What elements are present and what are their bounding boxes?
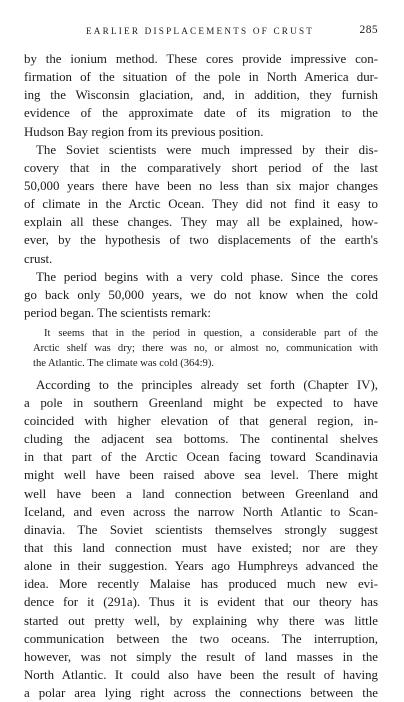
quote-line: Arctic shelf was dry; there was no, or almost no, communication with [33, 343, 378, 355]
body-text-line: started out pretty well, by explaining why there was little [24, 613, 378, 628]
body-text-line: The Soviet scientists were much impressed by their dis- [36, 142, 378, 157]
body-text-line: crust. [24, 251, 53, 266]
body-text-line: coincided with higher elevation of that general region, in- [24, 413, 378, 428]
body-text-line: covery that in the comparatively short period of the last [24, 160, 378, 175]
body-text-line: evidence of the approximate date of its migration to the [24, 106, 378, 121]
body-text-line: in that part of the Arctic Ocean facing toward Scandinavia [24, 450, 378, 465]
body-text-line: well have been a land connection between Greenland and [24, 486, 378, 501]
running-head [24, 24, 378, 42]
body-text-before-quote [24, 50, 378, 322]
running-title: EARLIER DISPLACEMENTS OF CRUST [86, 26, 315, 36]
body-text-line: dence for it (291a). Thus it is evident that our theory has [24, 595, 378, 610]
body-text-line: dinavia. The Soviet scientists themselves strongly suggest [24, 522, 378, 537]
body-text-line: Iceland, and even across the narrow North Atlantic to Scan- [24, 504, 378, 519]
body-text-line: go back only 50,000 years, we do not know when the cold [24, 287, 378, 302]
page-number: 285 [359, 24, 378, 36]
body-text-line: that this land connection must have existed; nor are they [24, 540, 378, 555]
quote-line: It seems that in the period in question, a considerable part of the [44, 328, 378, 340]
body-text-after-quote [24, 376, 378, 702]
body-text-line: firmation of the situation of the pole in North America dur- [24, 70, 378, 85]
body-text-line: a polar area lying right across the connections between the [24, 686, 378, 701]
body-text-line: might well have been raised above sea level. There might [24, 468, 378, 483]
body-text-line: period began. The scientists remark: [24, 305, 211, 320]
body-text-line: 50,000 years there have been no less than six major changes [24, 178, 378, 193]
body-text-line: According to the principles already set forth (Chapter IV), [36, 377, 378, 392]
block-quote [24, 326, 378, 372]
book-page [24, 24, 378, 702]
quote-line: the Atlantic. The climate was cold (364:9). [33, 358, 215, 370]
body-text-line: however, was not simply the result of land masses in the [24, 649, 378, 664]
body-text-line: Hudson Bay region from its previous position. [24, 124, 264, 139]
body-text-line: by the ionium method. These cores provide impressive con- [24, 52, 378, 66]
body-text-line: explain all these changes. They may all be explained, how- [24, 215, 378, 230]
body-text-line: ing the Wisconsin glaciation, and, in addition, they furnish [24, 88, 378, 103]
body-text-line: ever, by the hypothesis of two displacements of the earth's [24, 233, 378, 248]
body-text-line: communication between the two oceans. The interruption, [24, 631, 378, 646]
body-text-line: alone in their suggestion. Years ago Humphreys advanced the [24, 559, 378, 574]
body-text-line: idea. More recently Malaise has produced much new evi- [24, 577, 378, 592]
body-text-line: cluding the adjacent sea bottoms. The continental shelves [24, 432, 378, 447]
body-text-line: a pole in southern Greenland might be expected to have [24, 395, 378, 410]
body-text-line: North Atlantic. It could also have been the result of having [24, 667, 378, 682]
body-text-line: The period begins with a very cold phase. Since the cores [36, 269, 378, 284]
body-text-line: of climate in the Arctic Ocean. They did not find it easy to [24, 197, 378, 212]
